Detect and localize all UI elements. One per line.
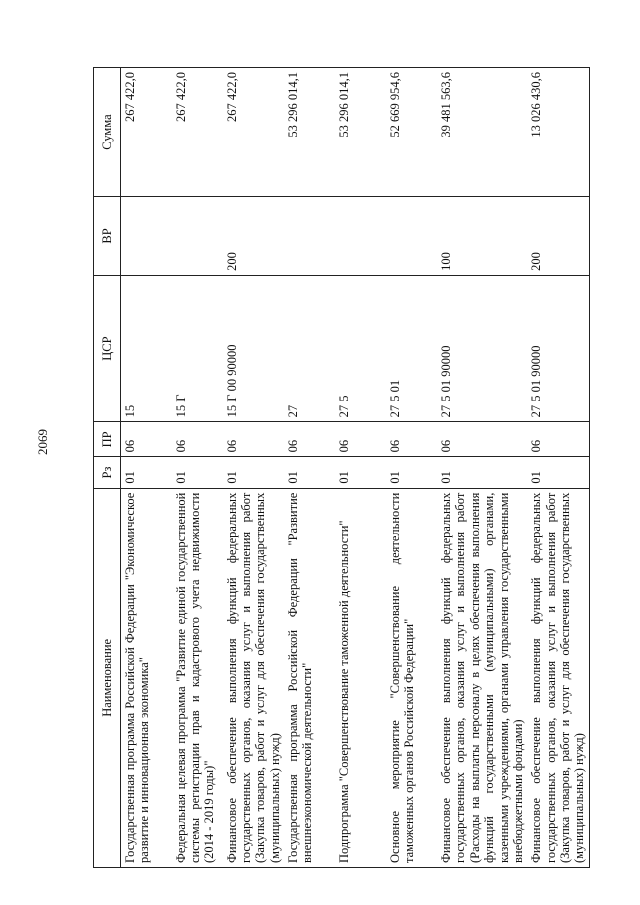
cell-rz: 01: [527, 457, 589, 488]
cell-pr: 06: [386, 422, 437, 457]
cell-sum: 267 422,0: [121, 68, 172, 197]
cell-csr: 15: [121, 275, 172, 421]
header-rz: Рз: [94, 457, 121, 488]
cell-sum: 53 296 014,1: [284, 68, 335, 197]
cell-csr: 27 5 01: [386, 275, 437, 421]
cell-rz: 01: [121, 457, 172, 488]
cell-sum: 267 422,0: [223, 68, 285, 197]
cell-csr: 15 Г: [172, 275, 223, 421]
table-row: [284, 68, 335, 868]
cell-rz: 01: [386, 457, 437, 488]
cell-vr: 200: [527, 197, 589, 276]
cell-pr: 06: [121, 422, 172, 457]
table-header-row: [94, 68, 121, 868]
cell-pr: 06: [223, 422, 285, 457]
cell-rz: 01: [284, 457, 335, 488]
table-row: [223, 68, 285, 868]
cell-name: Государственная программа Российской Федерации "Экономическое развитие и инновационная экономика": [121, 488, 172, 867]
cell-vr: [284, 197, 335, 276]
table-row: [437, 68, 527, 868]
header-name: Наименование: [94, 488, 121, 867]
cell-vr: [121, 197, 172, 276]
cell-name: Подпрограмма "Совершенствование таможенной деятельности": [335, 488, 386, 867]
rotated-table-wrapper: [93, 67, 598, 868]
cell-sum: 53 296 014,1: [335, 68, 386, 197]
cell-csr: 15 Г 00 90000: [223, 275, 285, 421]
cell-csr: 27: [284, 275, 335, 421]
cell-rz: 01: [437, 457, 527, 488]
table-row: [527, 68, 589, 868]
cell-name: Финансовое обеспечение выполнения функций федеральных государственных органов, оказания услуг и выполнения работ (Закупка товаров, работ и услуг для обеспечения государственных (муниципальных) нужд): [223, 488, 285, 867]
cell-name: Финансовое обеспечение выполнения функций федеральных государственных органов, оказания услуг и выполнения работ (Закупка товаров, работ и услуг для обеспечения государственных (муниципальных) нужд): [527, 488, 589, 867]
cell-csr: 27 5: [335, 275, 386, 421]
header-vr: ВР: [94, 197, 121, 276]
table-row: [172, 68, 223, 868]
cell-sum: 13 026 430,6: [527, 68, 589, 197]
cell-vr: [386, 197, 437, 276]
header-csr: ЦСР: [94, 275, 121, 421]
cell-sum: 52 669 954,6: [386, 68, 437, 197]
cell-pr: 06: [437, 422, 527, 457]
cell-pr: 06: [172, 422, 223, 457]
cell-vr: 100: [437, 197, 527, 276]
cell-vr: 200: [223, 197, 285, 276]
cell-rz: 01: [335, 457, 386, 488]
cell-pr: 06: [335, 422, 386, 457]
table-body: [121, 68, 590, 868]
page-number: 2069: [35, 429, 50, 455]
cell-rz: 01: [223, 457, 285, 488]
cell-vr: [335, 197, 386, 276]
cell-rz: 01: [172, 457, 223, 488]
cell-sum: 39 481 563,6: [437, 68, 527, 197]
header-pr: ПР: [94, 422, 121, 457]
cell-csr: 27 5 01 90000: [527, 275, 589, 421]
table-container: [93, 67, 598, 868]
cell-pr: 06: [527, 422, 589, 457]
cell-name: Федеральная целевая программа "Развитие единой государственной системы регистрации прав и кадастрового учета недвижимости (2014 - 2019 годы)": [172, 488, 223, 867]
cell-sum: 267 422,0: [172, 68, 223, 197]
table-row: [121, 68, 172, 868]
budget-table: [93, 67, 590, 868]
cell-csr: 27 5 01 90000: [437, 275, 527, 421]
cell-vr: [172, 197, 223, 276]
cell-name: Основное мероприятие "Совершенствование деятельности таможенных органов Российской Федерации": [386, 488, 437, 867]
cell-name: Финансовое обеспечение выполнения функций федеральных государственных органов, оказания услуг и выполнения работ (Расходы на выплаты персоналу в целях обеспечения выполнения функций государственными (муниципальными) органами, казенными учреждениями, органами управления государственными внебюджетными фондами): [437, 488, 527, 867]
header-sum: Сумма: [94, 68, 121, 197]
cell-name: Государственная программа Российской Федерации "Развитие внешнеэкономической деятельности": [284, 488, 335, 867]
cell-pr: 06: [284, 422, 335, 457]
table-row: [386, 68, 437, 868]
table-row: [335, 68, 386, 868]
